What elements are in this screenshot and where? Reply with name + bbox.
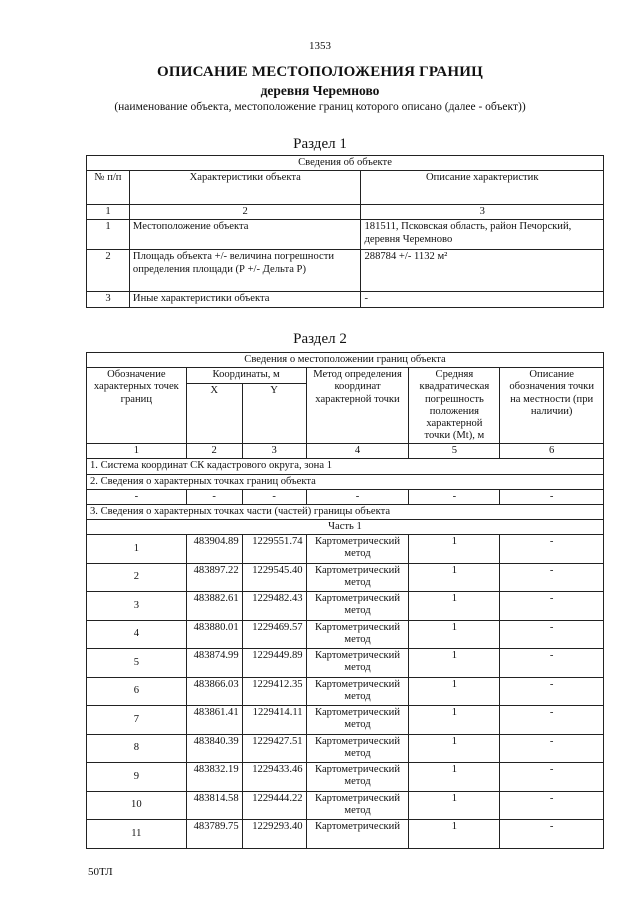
point-number: 2 <box>87 563 187 592</box>
table-row <box>87 292 604 307</box>
point-method: Картометрический метод <box>306 706 409 735</box>
point-error: 1 <box>409 734 500 763</box>
header-number: № п/п <box>87 171 130 205</box>
point-method: Картометрический метод <box>306 649 409 678</box>
point-number: 4 <box>87 620 187 649</box>
empty-cell: - <box>500 489 604 504</box>
point-x: 483832.19 <box>186 763 242 792</box>
table-row <box>87 563 604 592</box>
point-method: Картометрический метод <box>306 563 409 592</box>
row-number: 1 <box>87 220 130 250</box>
empty-cell: - <box>409 489 500 504</box>
point-description: - <box>500 706 604 735</box>
col-number: 5 <box>409 444 500 459</box>
part-points-heading: 3. Сведения о характерных точках части (частей) границы объекта <box>87 504 604 519</box>
document-title: ОПИСАНИЕ МЕСТОПОЛОЖЕНИЯ ГРАНИЦ <box>157 64 483 80</box>
point-y: 1229444.22 <box>242 791 306 820</box>
point-method: Картометрический метод <box>306 763 409 792</box>
point-y: 1229551.74 <box>242 535 306 564</box>
point-error: 1 <box>409 592 500 621</box>
row-description: 288784 +/- 1132 м² <box>361 250 604 292</box>
point-x: 483814.58 <box>186 791 242 820</box>
row-number: 3 <box>87 292 130 307</box>
point-description: - <box>500 677 604 706</box>
empty-cell: - <box>186 489 242 504</box>
page-number: 1353 <box>309 40 331 52</box>
table-row <box>87 734 604 763</box>
row-description: - <box>361 292 604 307</box>
point-x: 483789.75 <box>186 820 242 849</box>
point-number: 3 <box>87 592 187 621</box>
point-x: 483866.03 <box>186 677 242 706</box>
point-y: 1229449.89 <box>242 649 306 678</box>
coordinate-system: 1. Система координат СК кадастрового округа, зона 1 <box>87 459 604 474</box>
section2-heading: Раздел 2 <box>293 331 347 347</box>
col-number: 3 <box>361 205 604 220</box>
col-number: 4 <box>306 444 409 459</box>
col-number: 2 <box>129 205 361 220</box>
row-characteristic: Иные характеристики объекта <box>129 292 361 307</box>
row-characteristic: Площадь объекта +/- величина погрешности определения площади (Р +/- Дельта Р) <box>129 250 361 292</box>
point-x: 483880.01 <box>186 620 242 649</box>
empty-row <box>87 489 604 504</box>
point-y: 1229427.51 <box>242 734 306 763</box>
point-number: 8 <box>87 734 187 763</box>
point-number: 6 <box>87 677 187 706</box>
header-y: Y <box>242 384 306 444</box>
table-row <box>87 220 604 250</box>
point-method: Картометрический метод <box>306 535 409 564</box>
header-point-description: Описание обозначения точки на местности (при наличии) <box>500 368 604 444</box>
point-y: 1229433.46 <box>242 763 306 792</box>
col-number: 6 <box>500 444 604 459</box>
table-row <box>87 820 604 849</box>
table-title: Сведения об объекте <box>87 156 604 171</box>
point-error: 1 <box>409 677 500 706</box>
point-method: Картометрический метод <box>306 791 409 820</box>
object-name: деревня Черемново <box>260 83 380 98</box>
table-row <box>87 620 604 649</box>
empty-cell: - <box>306 489 409 504</box>
point-description: - <box>500 535 604 564</box>
point-y: 1229545.40 <box>242 563 306 592</box>
header-description: Описание характеристик <box>361 171 604 205</box>
point-description: - <box>500 820 604 849</box>
point-x: 483861.41 <box>186 706 242 735</box>
point-error: 1 <box>409 763 500 792</box>
point-number: 11 <box>87 820 187 849</box>
point-method: Картометрический метод <box>306 734 409 763</box>
col-number: 3 <box>242 444 306 459</box>
point-method: Картометрический метод <box>306 677 409 706</box>
point-y: 1229482.43 <box>242 592 306 621</box>
point-method: Картометрический <box>306 820 409 849</box>
point-description: - <box>500 563 604 592</box>
point-error: 1 <box>409 649 500 678</box>
header-error: Средняя квадратическая погрешность положения характерной точки (Mt), м <box>409 368 500 444</box>
point-description: - <box>500 791 604 820</box>
point-description: - <box>500 734 604 763</box>
part-title: Часть 1 <box>87 520 604 535</box>
point-error: 1 <box>409 791 500 820</box>
header-x: X <box>186 384 242 444</box>
table-row <box>87 592 604 621</box>
point-error: 1 <box>409 563 500 592</box>
point-y: 1229293.40 <box>242 820 306 849</box>
point-method: Картометрический метод <box>306 592 409 621</box>
header-coordinates: Координаты, м <box>186 368 306 384</box>
table-row <box>87 706 604 735</box>
footer-code: 50ТЛ <box>88 866 113 878</box>
header-point: Обозначение характерных точек границ <box>87 368 187 444</box>
point-description: - <box>500 592 604 621</box>
table-row <box>87 791 604 820</box>
point-error: 1 <box>409 535 500 564</box>
point-x: 483840.39 <box>186 734 242 763</box>
table-title: Сведения о местоположении границ объекта <box>87 353 604 368</box>
point-number: 7 <box>87 706 187 735</box>
header-method: Метод определения координат характерной точки <box>306 368 409 444</box>
header-characteristics: Характеристики объекта <box>129 171 361 205</box>
col-number: 1 <box>87 205 130 220</box>
col-number: 1 <box>87 444 187 459</box>
point-method: Картометрический метод <box>306 620 409 649</box>
point-y: 1229469.57 <box>242 620 306 649</box>
point-number: 10 <box>87 791 187 820</box>
point-description: - <box>500 649 604 678</box>
col-number: 2 <box>186 444 242 459</box>
point-number: 5 <box>87 649 187 678</box>
point-error: 1 <box>409 620 500 649</box>
empty-cell: - <box>87 489 187 504</box>
point-number: 1 <box>87 535 187 564</box>
boundary-location-table <box>86 352 604 849</box>
point-y: 1229412.35 <box>242 677 306 706</box>
object-caption: (наименование объекта, местоположение границ которого описано (далее - объект)) <box>114 101 526 113</box>
point-error: 1 <box>409 820 500 849</box>
row-description: 181511, Псковская область, район Печорский, деревня Черемново <box>361 220 604 250</box>
table-row <box>87 763 604 792</box>
point-x: 483897.22 <box>186 563 242 592</box>
object-info-table <box>86 155 604 308</box>
point-x: 483882.61 <box>186 592 242 621</box>
point-description: - <box>500 620 604 649</box>
boundary-points-heading: 2. Сведения о характерных точках границ объекта <box>87 474 604 489</box>
point-y: 1229414.11 <box>242 706 306 735</box>
point-description: - <box>500 763 604 792</box>
table-row <box>87 649 604 678</box>
point-x: 483904.89 <box>186 535 242 564</box>
table-row <box>87 250 604 292</box>
table-row <box>87 535 604 564</box>
point-number: 9 <box>87 763 187 792</box>
empty-cell: - <box>242 489 306 504</box>
point-x: 483874.99 <box>186 649 242 678</box>
table-row <box>87 677 604 706</box>
section1-heading: Раздел 1 <box>293 136 347 152</box>
row-characteristic: Местоположение объекта <box>129 220 361 250</box>
point-error: 1 <box>409 706 500 735</box>
row-number: 2 <box>87 250 130 292</box>
